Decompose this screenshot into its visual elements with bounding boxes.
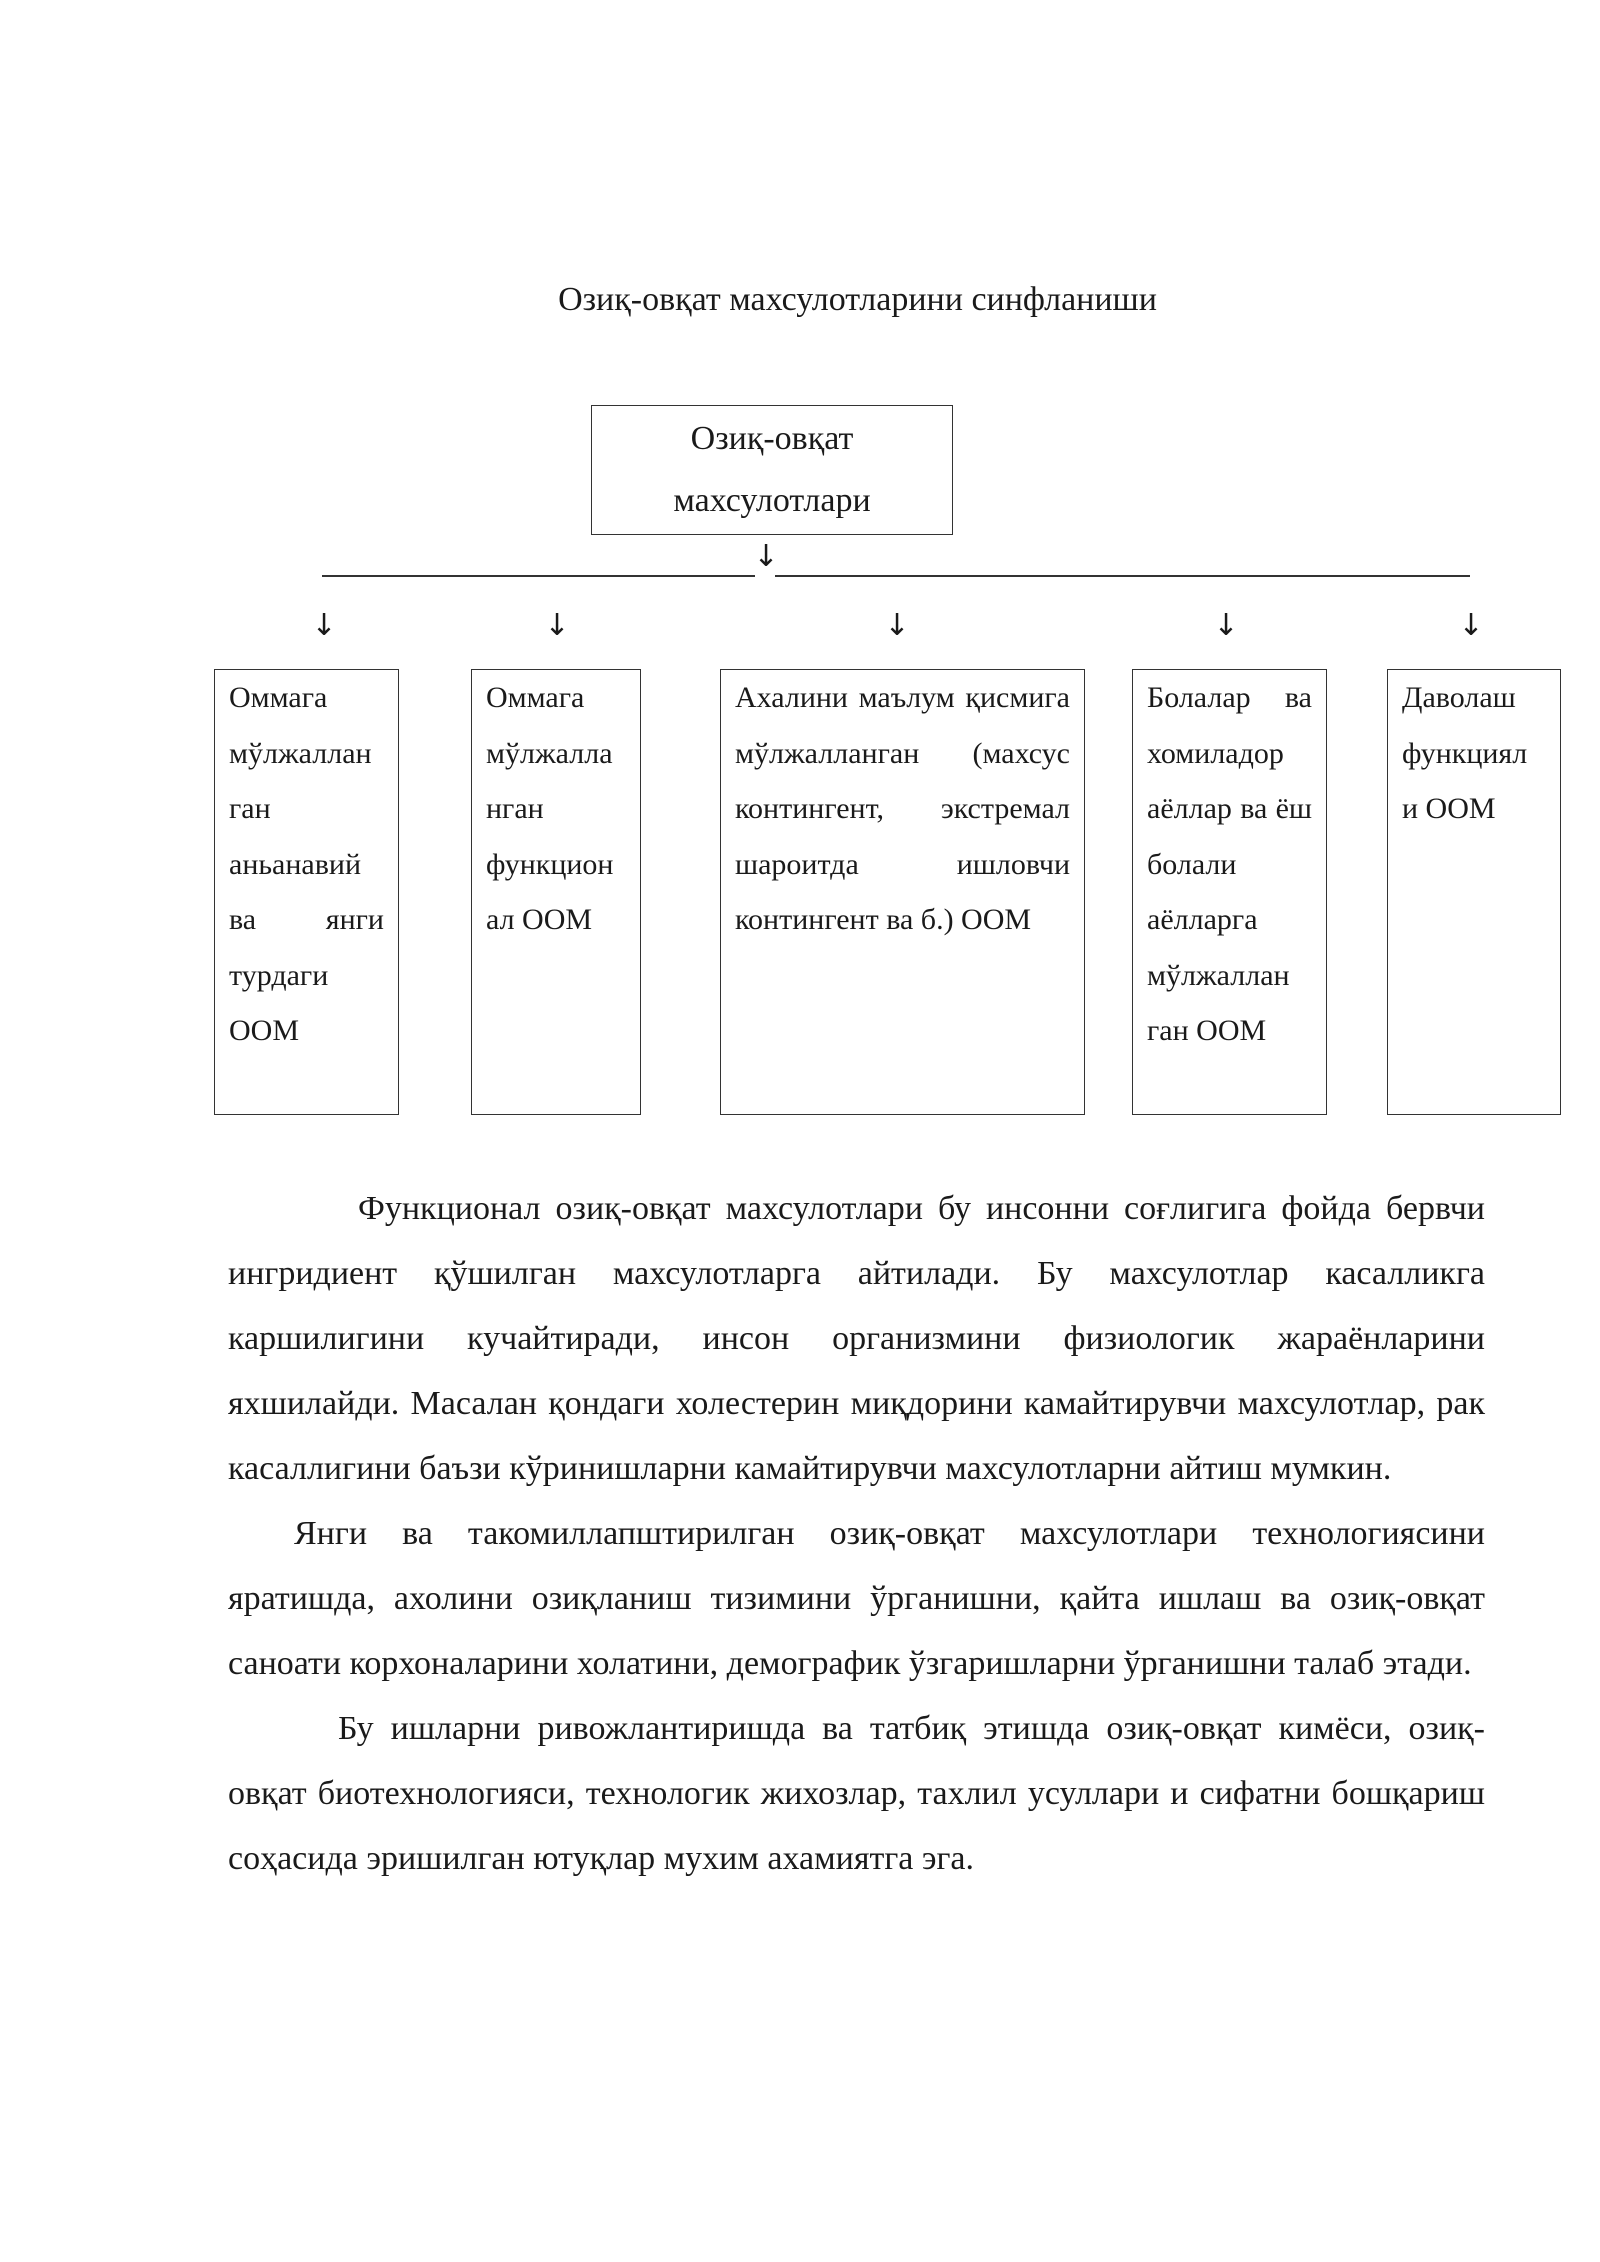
page-title: Озиқ-овқат махсулотларини синфланиши (558, 281, 1157, 318)
category-label: Оммага мўлжаллан ган аньанавий ва янги турдаги ООМ (229, 681, 384, 1047)
body-text (228, 1176, 1485, 1891)
arrow-down-icon: ↓ (753, 539, 779, 574)
root-label-line2: махсулотлари (673, 482, 871, 519)
arrow-down-icon: ↓ (544, 608, 570, 643)
arrow-down-icon: ↓ (1458, 608, 1484, 643)
connector-line-left (322, 575, 755, 577)
paragraph: Функционал озиқ-овқат махсулотлари бу инсонни соғлигига фойда бервчи ингридиент қўшилган махсулотларга айтилади. Бу махсулотлар касалликга каршилигини кучайтиради, инсон организмини физиологик жараёнларини яхшилайди. Масалан қондаги холестерин миқдорини камайтирувчи махсулотлар, рак касаллигини баъзи кўринишларни камайтирувчи махсулотларни айтиш мумкин. (228, 1190, 1485, 1487)
arrow-down-icon: ↓ (884, 608, 910, 643)
category-label: Ахалини маълум қисмига мўлжалланган (махсус контингент, экстремал шароитда ишловчи контингент ва б.) ООМ (735, 681, 1070, 936)
category-box-children-mothers (1132, 669, 1327, 1115)
category-box-mass-functional (471, 669, 641, 1115)
diagram-root-box (591, 405, 953, 535)
category-label: Даволаш функциял и ООМ (1402, 681, 1528, 825)
category-box-special-contingent (720, 669, 1085, 1115)
root-label-line1: Озиқ-овқат (690, 420, 854, 457)
category-box-medical-functional (1387, 669, 1561, 1115)
category-label: Оммага мўлжалла нган функцион ал ООМ (486, 681, 614, 936)
paragraph: Янги ва такомиллапштирилган озиқ-овқат махсулотлари технологиясини яратишда, ахолини озиқланиш тизимини ўрганишни, қайта ишлаш ва озиқ-овқат саноати корхоналарини холатини, демографик ўзгаришларни ўрганишни талаб этади. (228, 1515, 1485, 1682)
paragraph: Бу ишларни ривожлантиришда ва татбиқ этишда озиқ-овқат кимёси, озиқ-овқат биотехнологияси, технологик жихозлар, тахлил усуллари и сифатни бошқариш соҳасида эришилган ютуқлар мухим ахамиятга эга. (228, 1710, 1485, 1877)
category-label: Болалар ва хомиладор аёллар ва ёш болали аёлларга мўлжаллан ган ООМ (1147, 681, 1312, 1047)
connector-line-right (775, 575, 1470, 577)
arrow-down-icon: ↓ (1213, 608, 1239, 643)
category-box-mass-traditional (214, 669, 399, 1115)
arrow-down-icon: ↓ (311, 608, 337, 643)
